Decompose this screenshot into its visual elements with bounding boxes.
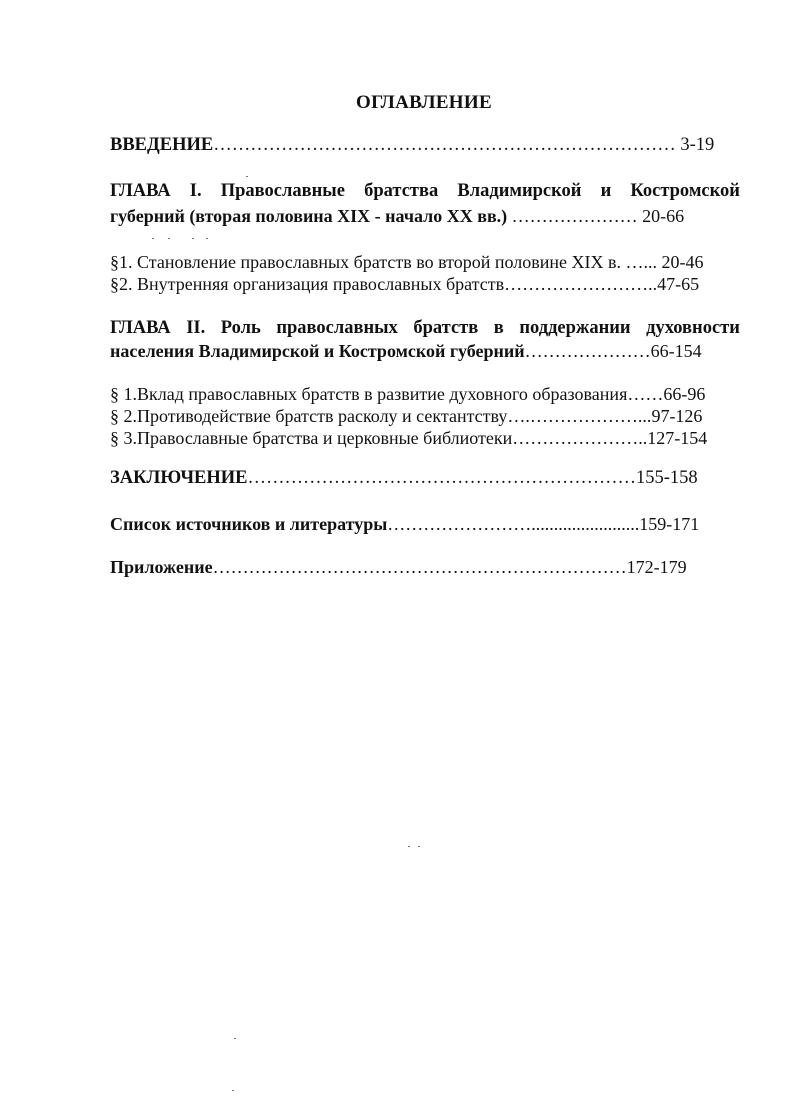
toc-section	[110, 427, 707, 449]
toc-entry-label: населения Владимирской и Костромской губерний	[110, 341, 525, 361]
toc-page-range: 20-66	[642, 206, 685, 226]
toc-leader-dots: ………………………………………………………	[247, 468, 636, 488]
scan-speck	[168, 238, 170, 239]
toc-page-range: 159-171	[639, 514, 700, 534]
toc-section	[110, 251, 704, 273]
scan-speck	[152, 238, 154, 239]
toc-chapter1-heading-line1	[110, 180, 740, 202]
toc-section-text: §2. Внутренняя организация православных братств……………………..	[110, 274, 658, 294]
toc-section	[110, 383, 705, 405]
toc-word: в	[493, 318, 504, 338]
toc-word: Костромской	[630, 181, 740, 201]
toc-entry-conclusion	[110, 467, 698, 489]
toc-page-range: 97-126	[651, 406, 703, 426]
toc-section-text: § 1.Вклад православных братств в развитие духовного образования……	[110, 384, 664, 404]
scan-speck	[192, 238, 194, 239]
toc-section	[110, 405, 702, 427]
toc-entry-appendix	[110, 556, 687, 578]
toc-section-text: §1. Становление православных братств во второй половине XIX в. …...	[110, 252, 658, 272]
toc-section-text: § 2.Противодействие братств расколу и сектантству….………………...	[110, 406, 652, 426]
toc-page-range: 3-19	[680, 135, 715, 155]
toc-section-text: § 3.Православные братства и церковные библиотеки…………………..	[110, 428, 648, 448]
toc-word: ГЛАВА	[110, 318, 171, 338]
toc-word: Православные	[220, 181, 345, 201]
toc-section	[110, 273, 699, 295]
scan-speck	[418, 846, 420, 847]
scan-speck	[234, 1038, 236, 1039]
scan-speck	[246, 176, 248, 177]
toc-word: I.	[189, 181, 202, 201]
toc-word: II.	[186, 318, 206, 338]
toc-page-range: 20-46	[657, 252, 704, 272]
toc-leader-dots: …………………	[507, 206, 643, 226]
scan-speck	[408, 846, 410, 847]
toc-leader-dots: …………………	[524, 341, 651, 361]
scan-speck	[206, 238, 208, 239]
toc-entry-sources	[110, 513, 699, 535]
scan-speck	[232, 1090, 234, 1091]
toc-leader-dots: ……………………........................	[387, 514, 640, 534]
toc-page-range: 127-154	[647, 428, 708, 448]
toc-page-range: 172-179	[626, 557, 687, 577]
toc-word: поддержании	[519, 318, 631, 338]
toc-entry-label: Приложение	[110, 557, 213, 577]
toc-entry-intro	[110, 134, 714, 156]
toc-word: ГЛАВА	[110, 181, 171, 201]
toc-page-range: 66-154	[650, 341, 702, 361]
toc-leader-dots: ……………………………………………………………	[212, 557, 627, 577]
toc-word: и	[600, 181, 612, 201]
toc-page-range: 66-96	[663, 384, 706, 404]
toc-word: православных	[276, 318, 398, 338]
toc-chapter2-heading-line2	[110, 340, 702, 362]
toc-entry-label: ВВЕДЕНИЕ	[110, 135, 214, 155]
toc-word: братств	[413, 318, 479, 338]
toc-entry-label: ЗАКЛЮЧЕНИЕ	[110, 468, 248, 488]
toc-leader-dots: …………………………………………………………………	[213, 135, 681, 155]
toc-page-range: 155-158	[636, 468, 698, 488]
toc-word: Владимирской	[457, 181, 582, 201]
toc-entry-label: губерний (вторая половина XIX - начало XX вв.)	[110, 206, 508, 226]
toc-entry-label: Список источников и литературы	[110, 514, 388, 534]
toc-chapter2-heading-line1	[110, 317, 740, 339]
toc-word: братства	[364, 181, 439, 201]
toc-word: Роль	[220, 318, 261, 338]
page-title: ОГЛАВЛЕНИЕ	[356, 92, 492, 113]
toc-word: духовности	[646, 318, 740, 338]
toc-chapter1-heading-line2	[110, 205, 684, 227]
toc-page-range: 47-65	[657, 274, 700, 294]
